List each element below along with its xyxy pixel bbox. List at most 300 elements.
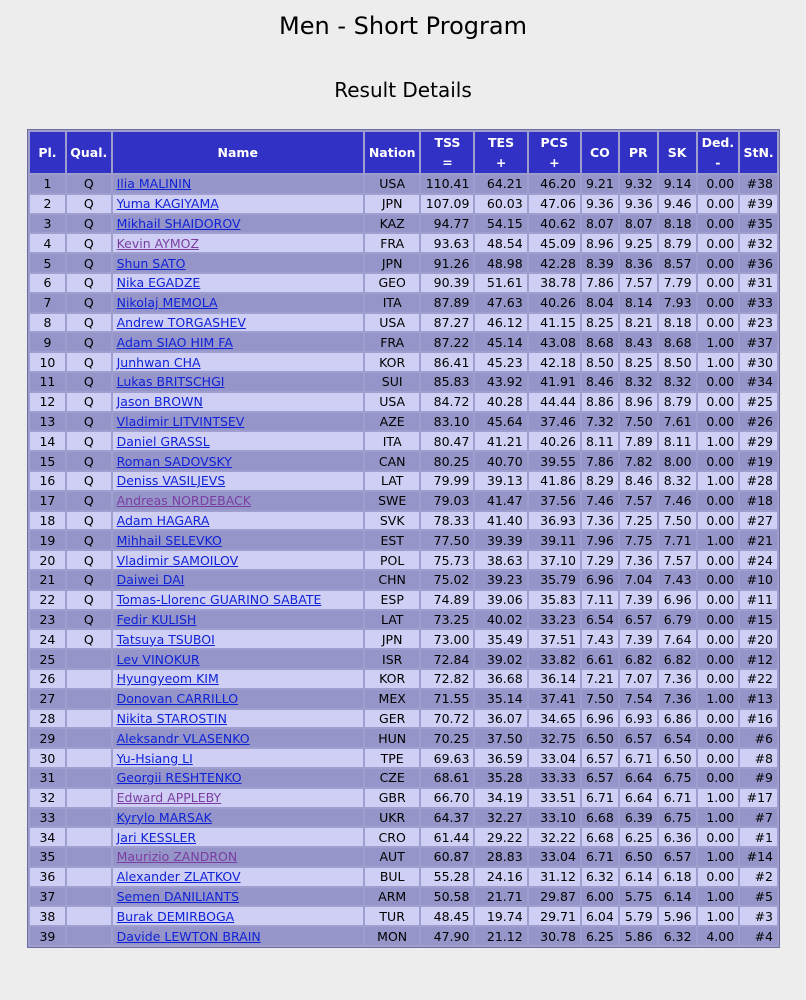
ded-cell: 0.00 xyxy=(698,254,739,272)
stn-cell: #5 xyxy=(740,888,777,906)
skater-name-link[interactable]: Mikhail SHAIDOROV xyxy=(116,215,241,231)
stn-cell: #36 xyxy=(740,254,777,272)
nation-cell: CZE xyxy=(365,769,420,787)
tss-cell: 93.63 xyxy=(421,234,473,252)
place-cell: 36 xyxy=(30,868,65,886)
co-cell: 7.96 xyxy=(582,531,618,549)
stn-cell: #11 xyxy=(740,591,777,609)
pcs-cell: 37.46 xyxy=(529,413,580,431)
place-cell: 20 xyxy=(30,551,65,569)
pcs-cell: 33.82 xyxy=(529,650,580,668)
nation-cell: FRA xyxy=(365,333,420,351)
nation-cell: JPN xyxy=(365,630,420,648)
pcs-cell: 33.10 xyxy=(529,809,580,827)
skater-name-link[interactable]: Daniel GRASSL xyxy=(116,433,210,449)
skater-name-link[interactable]: Ilia MALININ xyxy=(116,176,192,192)
skater-name-link[interactable]: Tatsuya TSUBOI xyxy=(116,631,215,647)
pr-cell: 8.25 xyxy=(620,353,657,371)
tes-cell: 35.28 xyxy=(475,769,526,787)
place-cell: 16 xyxy=(30,472,65,490)
qual-cell: Q xyxy=(67,432,111,450)
name-cell xyxy=(113,769,363,787)
co-cell: 7.86 xyxy=(582,274,618,292)
tes-cell: 48.54 xyxy=(475,234,526,252)
col-header-name: Name xyxy=(113,132,363,173)
tss-cell: 78.33 xyxy=(421,512,473,530)
pr-cell: 7.25 xyxy=(620,512,657,530)
pr-cell: 8.14 xyxy=(620,294,657,312)
stn-cell: #20 xyxy=(740,630,777,648)
pcs-cell: 41.91 xyxy=(529,373,580,391)
pcs-cell: 37.56 xyxy=(529,492,580,510)
tss-cell: 87.27 xyxy=(421,314,473,332)
sk-cell: 8.57 xyxy=(659,254,696,272)
results-table xyxy=(27,129,780,948)
table-row xyxy=(30,195,777,213)
sk-cell: 7.46 xyxy=(659,492,696,510)
tss-cell: 55.28 xyxy=(421,868,473,886)
name-cell xyxy=(113,353,363,371)
skater-name-link[interactable]: Nikita STAROSTIN xyxy=(116,710,227,726)
pcs-cell: 43.08 xyxy=(529,333,580,351)
tss-cell: 79.03 xyxy=(421,492,473,510)
nation-cell: ITA xyxy=(365,432,420,450)
stn-cell: #28 xyxy=(740,472,777,490)
co-cell: 7.86 xyxy=(582,452,618,470)
name-cell xyxy=(113,393,363,411)
nation-cell: POL xyxy=(365,551,420,569)
ded-cell: 0.00 xyxy=(698,670,739,688)
skater-name-link[interactable]: Vladimir LITVINTSEV xyxy=(116,413,245,429)
skater-name-link[interactable]: Shun SATO xyxy=(116,255,186,271)
skater-name-link[interactable]: Fedir KULISH xyxy=(116,611,197,627)
name-cell xyxy=(113,175,363,193)
nation-cell: LAT xyxy=(365,611,420,629)
table-row xyxy=(30,809,777,827)
sk-cell: 8.79 xyxy=(659,234,696,252)
col-header-sk: SK xyxy=(659,132,696,173)
ded-cell: 0.00 xyxy=(698,215,739,233)
table-row xyxy=(30,571,777,589)
pr-cell: 6.93 xyxy=(620,710,657,728)
co-cell: 9.36 xyxy=(582,195,618,213)
ded-cell: 0.00 xyxy=(698,630,739,648)
table-row xyxy=(30,848,777,866)
co-cell: 8.29 xyxy=(582,472,618,490)
skater-name-link[interactable]: Junhwan CHA xyxy=(116,354,201,370)
page-subtitle: Result Details xyxy=(334,78,472,102)
pcs-cell: 39.55 xyxy=(529,452,580,470)
skater-name-link[interactable]: Burak DEMIRBOGA xyxy=(116,908,235,924)
table-row xyxy=(30,888,777,906)
pcs-cell: 36.14 xyxy=(529,670,580,688)
tss-cell: 90.39 xyxy=(421,274,473,292)
qual-cell: Q xyxy=(67,274,111,292)
place-cell: 17 xyxy=(30,492,65,510)
sk-cell: 7.36 xyxy=(659,670,696,688)
co-cell: 6.00 xyxy=(582,888,618,906)
qual-cell xyxy=(67,868,111,886)
place-cell: 13 xyxy=(30,413,65,431)
sk-cell: 9.46 xyxy=(659,195,696,213)
co-cell: 6.54 xyxy=(582,611,618,629)
qual-cell: Q xyxy=(67,314,111,332)
nation-cell: BUL xyxy=(365,868,420,886)
table-row xyxy=(30,472,777,490)
tes-cell: 39.02 xyxy=(475,650,526,668)
qual-cell: Q xyxy=(67,512,111,530)
skater-name-link[interactable]: Tomas-Llorenc GUARINO SABATE xyxy=(116,592,322,608)
place-cell: 37 xyxy=(30,888,65,906)
qual-cell: Q xyxy=(67,175,111,193)
qual-cell: Q xyxy=(67,611,111,629)
ded-cell: 0.00 xyxy=(698,175,739,193)
qual-cell xyxy=(67,789,111,807)
stn-cell: #26 xyxy=(740,413,777,431)
name-cell xyxy=(113,254,363,272)
stn-cell: #9 xyxy=(740,769,777,787)
skater-name-link[interactable]: Mihhail SELEVKO xyxy=(116,532,222,548)
stn-cell: #39 xyxy=(740,195,777,213)
pcs-cell: 32.22 xyxy=(529,828,580,846)
skater-name-link[interactable]: Yuma KAGIYAMA xyxy=(116,196,219,212)
tes-cell: 19.74 xyxy=(475,907,526,925)
skater-name-link[interactable]: Donovan CARRILLO xyxy=(116,691,239,707)
place-cell: 11 xyxy=(30,373,65,391)
pcs-cell: 35.79 xyxy=(529,571,580,589)
name-cell xyxy=(113,472,363,490)
nation-cell: KOR xyxy=(365,670,420,688)
tss-cell: 87.22 xyxy=(421,333,473,351)
sk-cell: 6.82 xyxy=(659,650,696,668)
nation-cell: GER xyxy=(365,710,420,728)
qual-cell: Q xyxy=(67,472,111,490)
table-row xyxy=(30,690,777,708)
name-cell xyxy=(113,789,363,807)
results-body xyxy=(30,175,777,945)
pcs-cell: 37.10 xyxy=(529,551,580,569)
skater-name-link[interactable]: Deniss VASILJEVS xyxy=(116,473,226,489)
table-header-row xyxy=(30,132,777,173)
skater-name-link[interactable]: Semen DANILIANTS xyxy=(116,889,240,905)
pr-cell: 7.89 xyxy=(620,432,657,450)
qual-cell: Q xyxy=(67,492,111,510)
nation-cell: TPE xyxy=(365,749,420,767)
skater-name-link[interactable]: Nika EGADZE xyxy=(116,275,201,291)
pcs-cell: 32.75 xyxy=(529,729,580,747)
tes-cell: 40.02 xyxy=(475,611,526,629)
ded-cell: 0.00 xyxy=(698,492,739,510)
place-cell: 14 xyxy=(30,432,65,450)
sk-cell: 7.71 xyxy=(659,531,696,549)
sk-cell: 7.43 xyxy=(659,571,696,589)
name-cell xyxy=(113,868,363,886)
qual-cell: Q xyxy=(67,294,111,312)
nation-cell: AUT xyxy=(365,848,420,866)
place-cell: 32 xyxy=(30,789,65,807)
pcs-cell: 39.11 xyxy=(529,531,580,549)
ded-cell: 0.00 xyxy=(698,571,739,589)
stn-cell: #3 xyxy=(740,907,777,925)
pr-cell: 7.75 xyxy=(620,531,657,549)
stn-cell: #7 xyxy=(740,809,777,827)
pr-cell: 7.07 xyxy=(620,670,657,688)
qual-cell xyxy=(67,888,111,906)
tss-cell: 47.90 xyxy=(421,927,473,945)
name-cell xyxy=(113,611,363,629)
tss-cell: 69.63 xyxy=(421,749,473,767)
co-cell: 8.11 xyxy=(582,432,618,450)
stn-cell: #31 xyxy=(740,274,777,292)
sk-cell: 8.18 xyxy=(659,215,696,233)
sk-cell: 8.68 xyxy=(659,333,696,351)
qual-cell xyxy=(67,907,111,925)
skater-name-link[interactable]: Andreas NORDEBACK xyxy=(116,493,251,509)
skater-name-link[interactable]: Edward APPLEBY xyxy=(116,790,222,806)
qual-cell xyxy=(67,927,111,945)
stn-cell: #4 xyxy=(740,927,777,945)
skater-name-link[interactable]: Maurizio ZANDRON xyxy=(116,849,238,865)
qual-cell: Q xyxy=(67,353,111,371)
sk-cell: 6.96 xyxy=(659,591,696,609)
tss-cell: 87.89 xyxy=(421,294,473,312)
nation-cell: ESP xyxy=(365,591,420,609)
co-cell: 6.50 xyxy=(582,729,618,747)
pr-cell: 6.64 xyxy=(620,769,657,787)
skater-name-link[interactable]: Yu-Hsiang LI xyxy=(116,750,193,766)
pr-cell: 7.36 xyxy=(620,551,657,569)
co-cell: 6.71 xyxy=(582,789,618,807)
tss-cell: 80.47 xyxy=(421,432,473,450)
tes-cell: 29.22 xyxy=(475,828,526,846)
pr-cell: 8.36 xyxy=(620,254,657,272)
co-cell: 7.36 xyxy=(582,512,618,530)
skater-name-link[interactable]: Adam SIAO HIM FA xyxy=(116,334,233,350)
place-cell: 30 xyxy=(30,749,65,767)
table-row xyxy=(30,531,777,549)
skater-name-link[interactable]: Aleksandr VLASENKO xyxy=(116,730,250,746)
tes-cell: 36.07 xyxy=(475,710,526,728)
stn-cell: #17 xyxy=(740,789,777,807)
nation-cell: GEO xyxy=(365,274,420,292)
table-row xyxy=(30,492,777,510)
place-cell: 22 xyxy=(30,591,65,609)
sk-cell: 7.50 xyxy=(659,512,696,530)
sk-cell: 8.18 xyxy=(659,314,696,332)
stn-cell: #37 xyxy=(740,333,777,351)
table-row xyxy=(30,789,777,807)
place-cell: 2 xyxy=(30,195,65,213)
stn-cell: #34 xyxy=(740,373,777,391)
skater-name-link[interactable]: Hyungyeom KIM xyxy=(116,671,219,687)
tes-cell: 54.15 xyxy=(475,215,526,233)
tes-cell: 48.98 xyxy=(475,254,526,272)
col-header-nation: Nation xyxy=(365,132,420,173)
ded-cell: 0.00 xyxy=(698,650,739,668)
sk-cell: 6.14 xyxy=(659,888,696,906)
tes-cell: 41.47 xyxy=(475,492,526,510)
table-row xyxy=(30,452,777,470)
nation-cell: CHN xyxy=(365,571,420,589)
pr-cell: 5.86 xyxy=(620,927,657,945)
co-cell: 7.32 xyxy=(582,413,618,431)
co-cell: 7.11 xyxy=(582,591,618,609)
tss-cell: 72.82 xyxy=(421,670,473,688)
tss-cell: 107.09 xyxy=(421,195,473,213)
co-cell: 6.96 xyxy=(582,571,618,589)
place-cell: 7 xyxy=(30,294,65,312)
tss-cell: 61.44 xyxy=(421,828,473,846)
skater-name-link[interactable]: Lev VINOKUR xyxy=(116,651,200,667)
co-cell: 7.21 xyxy=(582,670,618,688)
stn-cell: #33 xyxy=(740,294,777,312)
skater-name-link[interactable]: Adam HAGARA xyxy=(116,512,210,528)
co-cell: 8.04 xyxy=(582,294,618,312)
tes-cell: 40.70 xyxy=(475,452,526,470)
ded-cell: 4.00 xyxy=(698,927,739,945)
sk-cell: 5.96 xyxy=(659,907,696,925)
tss-cell: 73.25 xyxy=(421,611,473,629)
table-row xyxy=(30,432,777,450)
table-row xyxy=(30,927,777,945)
stn-cell: #22 xyxy=(740,670,777,688)
ded-cell: 0.00 xyxy=(698,393,739,411)
pr-cell: 8.96 xyxy=(620,393,657,411)
pr-cell: 8.32 xyxy=(620,373,657,391)
sk-cell: 8.32 xyxy=(659,472,696,490)
skater-name-link[interactable]: Georgii RESHTENKO xyxy=(116,770,242,786)
pcs-cell: 34.65 xyxy=(529,710,580,728)
stn-cell: #18 xyxy=(740,492,777,510)
ded-cell: 0.00 xyxy=(698,373,739,391)
table-row xyxy=(30,373,777,391)
ded-cell: 0.00 xyxy=(698,611,739,629)
skater-name-link[interactable]: Andrew TORGASHEV xyxy=(116,314,246,330)
pcs-cell: 33.04 xyxy=(529,749,580,767)
place-cell: 19 xyxy=(30,531,65,549)
pcs-cell: 33.33 xyxy=(529,769,580,787)
skater-name-link[interactable]: Jason BROWN xyxy=(116,394,203,410)
pr-cell: 7.39 xyxy=(620,591,657,609)
sk-cell: 6.86 xyxy=(659,710,696,728)
table-row xyxy=(30,274,777,292)
tss-cell: 79.99 xyxy=(421,472,473,490)
place-cell: 35 xyxy=(30,848,65,866)
name-cell xyxy=(113,670,363,688)
tss-cell: 84.72 xyxy=(421,393,473,411)
tes-cell: 60.03 xyxy=(475,195,526,213)
pcs-cell: 29.71 xyxy=(529,907,580,925)
place-cell: 18 xyxy=(30,512,65,530)
nation-cell: KAZ xyxy=(365,215,420,233)
sk-cell: 7.64 xyxy=(659,630,696,648)
table-row xyxy=(30,234,777,252)
skater-name-link[interactable]: Daiwei DAI xyxy=(116,572,185,588)
skater-name-link[interactable]: Roman SADOVSKY xyxy=(116,453,232,469)
co-cell: 8.50 xyxy=(582,353,618,371)
pr-cell: 9.32 xyxy=(620,175,657,193)
pr-cell: 6.71 xyxy=(620,749,657,767)
place-cell: 10 xyxy=(30,353,65,371)
pcs-cell: 38.78 xyxy=(529,274,580,292)
place-cell: 6 xyxy=(30,274,65,292)
name-cell xyxy=(113,531,363,549)
ded-cell: 1.00 xyxy=(698,432,739,450)
pcs-cell: 29.87 xyxy=(529,888,580,906)
pr-cell: 8.43 xyxy=(620,333,657,351)
pcs-cell: 45.09 xyxy=(529,234,580,252)
co-cell: 8.46 xyxy=(582,373,618,391)
skater-name-link[interactable]: Jari KESSLER xyxy=(116,829,197,845)
pr-cell: 8.07 xyxy=(620,215,657,233)
pcs-cell: 33.23 xyxy=(529,611,580,629)
pcs-cell: 42.28 xyxy=(529,254,580,272)
place-cell: 33 xyxy=(30,809,65,827)
skater-name-link[interactable]: Lukas BRITSCHGI xyxy=(116,374,225,390)
sk-cell: 6.54 xyxy=(659,729,696,747)
name-cell xyxy=(113,690,363,708)
skater-name-link[interactable]: Kyrylo MARSAK xyxy=(116,809,212,825)
skater-name-link[interactable]: Kevin AYMOZ xyxy=(116,235,200,251)
co-cell: 8.39 xyxy=(582,254,618,272)
nation-cell: USA xyxy=(365,314,420,332)
co-cell: 6.57 xyxy=(582,769,618,787)
ded-cell: 1.00 xyxy=(698,907,739,925)
ded-cell: 0.00 xyxy=(698,591,739,609)
tss-cell: 48.45 xyxy=(421,907,473,925)
ded-cell: 0.00 xyxy=(698,294,739,312)
place-cell: 24 xyxy=(30,630,65,648)
qual-cell xyxy=(67,729,111,747)
qual-cell: Q xyxy=(67,254,111,272)
skater-name-link[interactable]: Alexander ZLATKOV xyxy=(116,869,241,885)
place-cell: 28 xyxy=(30,710,65,728)
tes-cell: 39.13 xyxy=(475,472,526,490)
pr-cell: 6.57 xyxy=(620,729,657,747)
skater-name-link[interactable]: Vladimir SAMOILOV xyxy=(116,552,239,568)
stn-cell: #10 xyxy=(740,571,777,589)
ded-cell: 0.00 xyxy=(698,512,739,530)
col-header-ded: Ded. - xyxy=(698,132,739,173)
table-row xyxy=(30,294,777,312)
table-row xyxy=(30,650,777,668)
tss-cell: 75.02 xyxy=(421,571,473,589)
nation-cell: TUR xyxy=(365,907,420,925)
nation-cell: ITA xyxy=(365,294,420,312)
co-cell: 6.96 xyxy=(582,710,618,728)
sk-cell: 8.79 xyxy=(659,393,696,411)
nation-cell: ISR xyxy=(365,650,420,668)
skater-name-link[interactable]: Nikolaj MEMOLA xyxy=(116,295,218,311)
pcs-cell: 47.06 xyxy=(529,195,580,213)
co-cell: 6.61 xyxy=(582,650,618,668)
tss-cell: 72.84 xyxy=(421,650,473,668)
skater-name-link[interactable]: Davide LEWTON BRAIN xyxy=(116,928,261,944)
table-row xyxy=(30,254,777,272)
nation-cell: JPN xyxy=(365,195,420,213)
col-header-qual: Qual. xyxy=(67,132,111,173)
stn-cell: #1 xyxy=(740,828,777,846)
tss-cell: 83.10 xyxy=(421,413,473,431)
table-row xyxy=(30,630,777,648)
col-header-tes: TES + xyxy=(475,132,526,173)
nation-cell: FRA xyxy=(365,234,420,252)
col-header-co: CO xyxy=(582,132,618,173)
ded-cell: 0.00 xyxy=(698,452,739,470)
stn-cell: #38 xyxy=(740,175,777,193)
tes-cell: 36.68 xyxy=(475,670,526,688)
place-cell: 31 xyxy=(30,769,65,787)
